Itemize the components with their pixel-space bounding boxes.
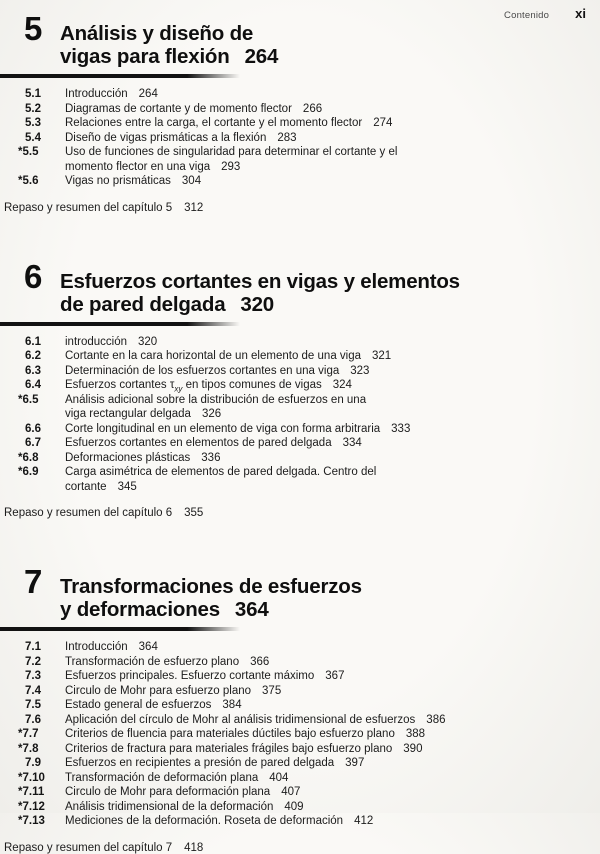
section-number: *6.5 [18, 393, 39, 406]
section-title [65, 742, 422, 757]
running-title: Contenido [504, 10, 550, 21]
toc-entry [0, 422, 600, 437]
toc-entry [0, 364, 600, 379]
section-title-line: Deformaciones plásticas 336 [65, 451, 221, 464]
toc-entry [0, 87, 600, 102]
section-title [65, 422, 410, 437]
section-number: 6.6 [25, 422, 41, 435]
section-page: 367 [325, 670, 345, 682]
toc-entry [0, 465, 600, 494]
toc-entry [0, 713, 600, 728]
section-number: *7.11 [18, 786, 45, 798]
section-title-line: Transformación de esfuerzo plano 366 [65, 655, 270, 668]
section-page: 397 [345, 757, 365, 769]
section-page: 293 [221, 160, 241, 173]
chapter-summary-label: Repaso y resumen del capítulo 6 [4, 507, 173, 519]
section-number: *6.9 [18, 466, 39, 478]
chapter-summary [4, 507, 600, 519]
section-title [65, 174, 201, 189]
toc-entry [0, 335, 600, 350]
section-page: 264 [138, 88, 158, 100]
section-title [65, 364, 369, 379]
section-title [65, 640, 158, 655]
toc-entry [0, 800, 600, 815]
section-title-line: Uso de funciones de singularidad para determinar el cortante y el [65, 146, 398, 158]
chapter-summary-page: 355 [184, 507, 204, 519]
section-title-line: Mediciones de la deformación. Roseta de deformación 412 [65, 815, 374, 827]
section-title-line: viga rectangular delgada 326 [65, 408, 222, 420]
chapter-summary-label: Repaso y resumen del capítulo 7 [4, 841, 173, 854]
section-title [65, 713, 445, 728]
chapter-summary-page: 418 [184, 841, 204, 854]
chapter-start-page: 320 [240, 292, 275, 316]
section-title-line: Esfuerzos cortantes $\tau_{xy}$ en tipos comunes de vigas 324 [65, 379, 352, 394]
chapter-rule-divider [0, 322, 240, 326]
section-title [65, 771, 288, 786]
section-number: 6.3 [25, 364, 41, 377]
toc-entry [0, 174, 600, 189]
running-header [504, 6, 586, 21]
section-page: 412 [354, 815, 374, 827]
section-title [65, 655, 269, 670]
chapter-rule-divider [0, 627, 240, 631]
chapter-summary [4, 842, 600, 854]
toc-entry [0, 436, 600, 451]
section-title [65, 335, 157, 350]
toc-entry [0, 393, 600, 422]
section-title-line: introducción 320 [65, 335, 158, 348]
section-number: 6.4 [25, 379, 41, 391]
toc-entry [0, 131, 600, 146]
toc-entry [0, 684, 600, 699]
section-number: *7.13 [18, 815, 45, 827]
toc-entry [0, 655, 600, 670]
chapter-number: 6 [24, 257, 42, 295]
toc-entry [0, 451, 600, 466]
section-title [65, 436, 362, 451]
section-number: 7.4 [25, 684, 41, 697]
chapter-start-page: 264 [244, 45, 279, 68]
section-number: 6.7 [25, 437, 41, 449]
section-page: 266 [302, 102, 323, 115]
section-page: 404 [269, 771, 289, 784]
section-page: 390 [403, 742, 423, 755]
section-number: *5.6 [18, 175, 39, 187]
section-title [65, 800, 304, 815]
section-title-line: Criterios de fluencia para materiales dúctiles bajo esfuerzo plano 388 [65, 728, 426, 740]
section-number: *6.8 [18, 451, 39, 464]
section-title [65, 102, 322, 117]
section-number: 5.1 [25, 88, 41, 100]
section-page: 386 [426, 713, 446, 726]
chapter-heading [0, 258, 600, 316]
section-title-line: Esfuerzos cortantes en elementos de pared delgada 334 [65, 437, 362, 449]
chapter-title-line: de pared delgada 320 [60, 292, 275, 316]
chapter-block [0, 563, 600, 854]
section-title-line: Criterios de fractura para materiales frágiles bajo esfuerzo plano 390 [65, 742, 423, 755]
section-title [65, 814, 373, 829]
section-title [65, 131, 297, 146]
section-page: 409 [284, 800, 304, 813]
section-title-line: Circulo de Mohr para deformación plana 407 [65, 786, 301, 798]
section-page: 336 [201, 451, 221, 464]
section-title-line: Análisis adicional sobre la distribución de esfuerzos en una [65, 393, 367, 406]
chapter-sections [0, 87, 600, 189]
chapter-title-line: Esfuerzos cortantes en vigas y elementos [60, 269, 460, 293]
section-title [65, 451, 220, 466]
section-number: *5.5 [18, 146, 39, 158]
toc-entry [0, 785, 600, 800]
section-number: 5.4 [25, 131, 41, 144]
section-number: 7.6 [25, 713, 41, 726]
chapter-start-page: 364 [234, 598, 269, 621]
section-title-line: Transformación de deformación plana 404 [65, 771, 289, 784]
section-title [65, 756, 364, 771]
section-number: 7.1 [25, 641, 41, 653]
toc-entry [0, 640, 600, 655]
section-title [65, 116, 392, 131]
section-title-line: Relaciones entre la carga, el cortante y el momento flector 274 [65, 117, 393, 129]
chapter-title [60, 270, 460, 316]
section-page: 364 [138, 641, 158, 653]
toc-entry [0, 102, 600, 117]
section-title [65, 785, 300, 800]
section-title-line: Cortante en la cara horizontal de un elemento de una viga 321 [65, 350, 392, 362]
section-number: *7.12 [18, 800, 45, 813]
section-page: 326 [201, 408, 222, 420]
section-number: 7.9 [25, 757, 41, 769]
section-title-line: Corte longitudinal en un elemento de viga con forma arbitraria 333 [65, 422, 411, 435]
section-title [65, 465, 376, 494]
chapters-container [0, 10, 600, 854]
chapter-title-line: Análisis y diseño de [60, 22, 254, 45]
chapter-number: 7 [24, 563, 42, 600]
section-title [65, 145, 397, 174]
section-page: 345 [117, 480, 137, 493]
section-title-line: Diseño de vigas prismáticas a la flexión 283 [65, 131, 297, 144]
toc-entry [0, 727, 600, 742]
section-page: 320 [138, 335, 158, 348]
toc-entry [0, 814, 600, 829]
section-page: 375 [262, 684, 282, 697]
chapter-summary [4, 202, 600, 214]
chapter-title-line: y deformaciones 364 [60, 598, 269, 621]
toc-entry [0, 669, 600, 684]
section-title [65, 87, 158, 102]
toc-entry [0, 771, 600, 786]
section-number: *7.10 [18, 771, 45, 784]
chapter-sections [0, 640, 600, 829]
section-number: 7.2 [25, 655, 41, 668]
section-title-line: Determinación de los esfuerzos cortantes en una viga 323 [65, 364, 370, 377]
chapter-summary-page: 312 [184, 201, 204, 214]
section-page: 388 [405, 728, 426, 740]
toc-entry [0, 698, 600, 713]
section-number: 5.2 [25, 102, 41, 115]
section-page: 384 [222, 699, 242, 711]
toc-entry [0, 349, 600, 364]
section-title-line: cortante 345 [65, 480, 137, 493]
section-title [65, 349, 391, 364]
section-title [65, 393, 366, 422]
section-title-line: Introducción 264 [65, 88, 158, 100]
section-number: 7.3 [25, 670, 41, 682]
section-title [65, 727, 425, 742]
chapter-heading [0, 563, 600, 621]
section-number: *7.7 [18, 728, 39, 740]
section-title-line: Introducción 364 [65, 641, 158, 653]
chapter-block [0, 10, 600, 214]
section-title-line: Vigas no prismáticas 304 [65, 175, 202, 187]
section-title-line: Aplicación del círculo de Mohr al análisis tridimensional de esfuerzos 386 [65, 713, 446, 726]
chapter-title [60, 22, 278, 68]
subscript-text: xy [174, 384, 183, 394]
section-page: 366 [250, 655, 270, 668]
section-number: 7.5 [25, 699, 41, 711]
chapter-title-line: Transformaciones de esfuerzos [60, 575, 362, 598]
section-title-line: Análisis tridimensional de la deformación 409 [65, 800, 304, 813]
section-title-line: Estado general de esfuerzos 384 [65, 699, 242, 711]
section-title-line: Diagramas de cortante y de momento flector 266 [65, 102, 323, 115]
chapter-summary-label: Repaso y resumen del capítulo 5 [4, 201, 173, 214]
toc-entry [0, 756, 600, 771]
section-page: 274 [373, 117, 393, 129]
section-page: 333 [391, 422, 411, 435]
section-title [65, 669, 344, 684]
section-page: 283 [277, 131, 297, 144]
section-page: 304 [181, 175, 202, 187]
section-title-line: Esfuerzos en recipientes a presión de pared delgada 397 [65, 757, 365, 769]
section-number: 5.3 [25, 117, 41, 129]
section-page: 321 [372, 350, 392, 362]
chapter-rule-divider [0, 74, 240, 78]
toc-entry [0, 378, 600, 393]
toc-entry [0, 742, 600, 757]
section-page: 323 [350, 364, 370, 377]
section-number: 6.1 [25, 335, 41, 348]
section-title [65, 684, 281, 699]
section-page: 324 [332, 379, 352, 391]
section-title-line: momento flector en una viga 293 [65, 160, 241, 173]
section-number: 6.2 [25, 350, 41, 362]
page-number: xi [575, 6, 586, 21]
section-title [65, 698, 242, 713]
chapter-title-line: vigas para flexión 264 [60, 45, 279, 68]
section-number: *7.8 [18, 742, 39, 755]
section-title-line: Carga asimétrica de elementos de pared delgada. Centro del [65, 466, 377, 478]
chapter-number: 5 [24, 10, 42, 47]
section-title [65, 378, 352, 393]
toc-entry [0, 145, 600, 174]
section-page: 334 [342, 437, 362, 449]
section-title-line: Circulo de Mohr para esfuerzo plano 375 [65, 684, 282, 697]
chapter-title [60, 575, 362, 621]
toc-entry [0, 116, 600, 131]
chapter-sections [0, 335, 600, 495]
section-page: 407 [281, 786, 301, 798]
chapter-block [0, 258, 600, 520]
section-title-line: Esfuerzos principales. Esfuerzo cortante máximo 367 [65, 670, 345, 682]
